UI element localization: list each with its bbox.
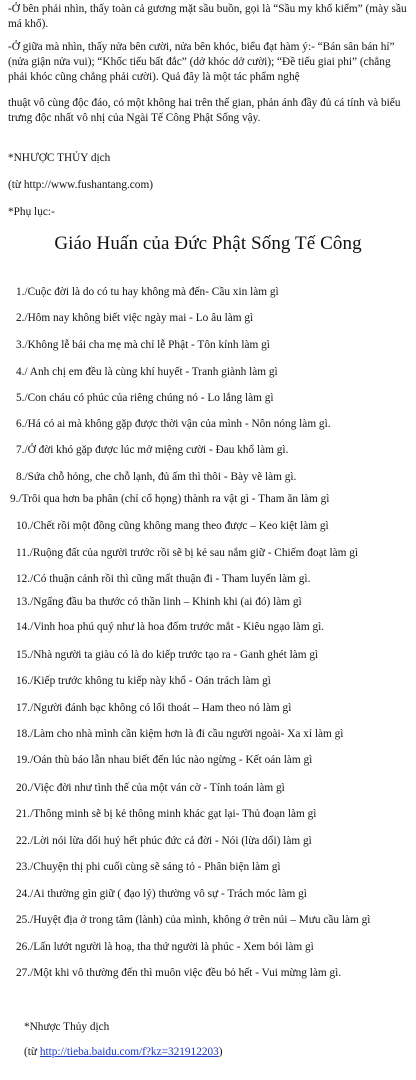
teaching-item: 18./Làm cho nhà mình cần kiệm hơn là đi cầu người ngoài- Xa xỉ làm gì (16, 728, 344, 740)
teaching-item: 27./Một khi vô thường đến thì muôn việc đều bỏ hết - Vui mừng làm gì. (16, 967, 342, 979)
intro-text-1: -Ở bên phải nhìn, thấy toàn cả gương mặt sầu buồn, gọi là “Sầu my khổ kiểm” (mày sầu má khổ). (8, 3, 407, 30)
teaching-item: 20./Việc đời như tình thế của một ván cờ - Tính toán làm gì (16, 782, 285, 794)
teaching-item: 24./Ai thường gìn giữ ( đạo lý) thường vô sự - Trách móc làm gì (16, 888, 307, 900)
teaching-item: 2./Hôm nay không biết việc ngày mai - Lo âu làm gì (16, 312, 254, 324)
intro-text-2: -Ở giữa mà nhìn, thấy nửa bên cười, nửa bên khóc, biểu đạt hàm ý:- “Bán sân bán hỉ” (nửa giận nửa vui); “Khốc tiếu bất đắc” (dở khóc dở cười); “Đề tiếu giai phi” (chẳng phải khóc cũng chẳng phải cười). Quả đây là một tác phẩm nghệ (8, 41, 395, 83)
teaching-item: 12./Có thuận cảnh rồi thì cũng mất thuận đi - Tham luyến làm gì. (16, 573, 311, 585)
teaching-item: 6./Há có ai mà không gặp được thời vận của mình - Nôn nóng làm gì. (16, 418, 331, 430)
teaching-item: 16./Kiếp trước không tu kiếp này khổ - Oán trách làm gì (16, 675, 271, 687)
source-suffix: ) (218, 1046, 223, 1058)
translator-credit-top: *NHƯỢC THỦY dịch (8, 152, 111, 164)
teaching-item: 22./Lời nói lừa dối huỷ hết phúc đức cả đời - Nói (lừa dối) làm gì (16, 835, 312, 847)
intro-text-3: thuật vô cùng độc đáo, có một không hai trên thế gian, phản ánh đầy đủ cá tính và biểu trưng độc nhất vô nhị của Ngài Tế Công Phật Sống vậy. (8, 97, 401, 124)
source-url-top: (từ http://www.fushantang.com) (8, 179, 154, 191)
teaching-item: 9./Trôi qua hơn ba phân (chỉ cổ họng) thành ra vật gì - Tham ăn làm gì (10, 493, 330, 505)
source-prefix: (từ (24, 1046, 40, 1058)
source-citation-bottom (24, 1045, 223, 1059)
teaching-item: 13./Ngẩng đầu ba thước có thần linh – Khinh khi (ai đó) làm gì (16, 596, 302, 608)
teaching-item: 10./Chết rồi một đồng cũng không mang theo được – Keo kiệt làm gì (16, 520, 329, 532)
teaching-item: 1./Cuộc đời là do có tu hay không mà đến- Cầu xin làm gì (16, 286, 279, 298)
teaching-item: 3./Không lễ bái cha mẹ mà chỉ lễ Phật - Tôn kính làm gì (16, 339, 270, 351)
teaching-item: 25./Huyệt địa ở trong tâm (lành) của mình, không ở trên núi – Mưu cầu làm gì (16, 914, 371, 926)
teaching-item: 11./Ruộng đất của người trước rồi sẽ bị kẻ sau nắm giữ - Chiếm đoạt làm gì (16, 547, 359, 559)
translator-credit-bottom: *Nhược Thủy dịch (24, 1021, 110, 1033)
source-link[interactable]: http://tieba.baidu.com/f?kz=321912203 (39, 1046, 219, 1058)
teaching-item: 17./Người đánh bạc không có lối thoát – Ham theo nó làm gì (16, 702, 292, 714)
teaching-item: 15./Nhà người ta giàu có là do kiếp trước tạo ra - Ganh ghét làm gì (16, 649, 319, 661)
document-title: Giáo Huấn của Đức Phật Sống Tế Công (54, 233, 362, 254)
teaching-item: 21./Thông minh sẽ bị kẻ thông minh khác gạt lại- Thủ đoạn làm gì (16, 808, 317, 820)
appendix-label: *Phụ lục:- (8, 206, 55, 218)
teaching-item: 14./Vinh hoa phú quý như là hoa đốm trước mắt - Kiêu ngạo làm gì. (16, 621, 325, 633)
intro-paragraph-3 (8, 96, 410, 126)
teaching-item: 19./Oán thù báo lẫn nhau biết đến lúc nào ngừng - Kết oán làm gì (16, 754, 313, 766)
teaching-item: 5./Con cháu có phúc của riêng chúng nó - Lo lắng làm gì (16, 392, 274, 404)
intro-paragraph-2 (8, 40, 410, 85)
teaching-item: 26./Lấn lướt người là hoạ, tha thứ người là phúc - Xem bói làm gì (16, 941, 314, 953)
teaching-item: 8./Sứa chỗ hỏng, che chỗ lạnh, đủ ấm thì thôi - Bày vẽ làm gì. (16, 471, 297, 483)
teaching-item: 4./ Anh chị em đều là cùng khí huyết - Tranh giành làm gì (16, 366, 278, 378)
intro-paragraph-1 (8, 2, 410, 32)
teaching-item: 23./Chuyện thị phi cuối cùng sẽ sáng tỏ - Phân biện làm gì (16, 861, 281, 873)
teaching-item: 7./Ở đời khó gặp được lúc mở miệng cười - Đau khổ làm gì. (16, 444, 289, 456)
